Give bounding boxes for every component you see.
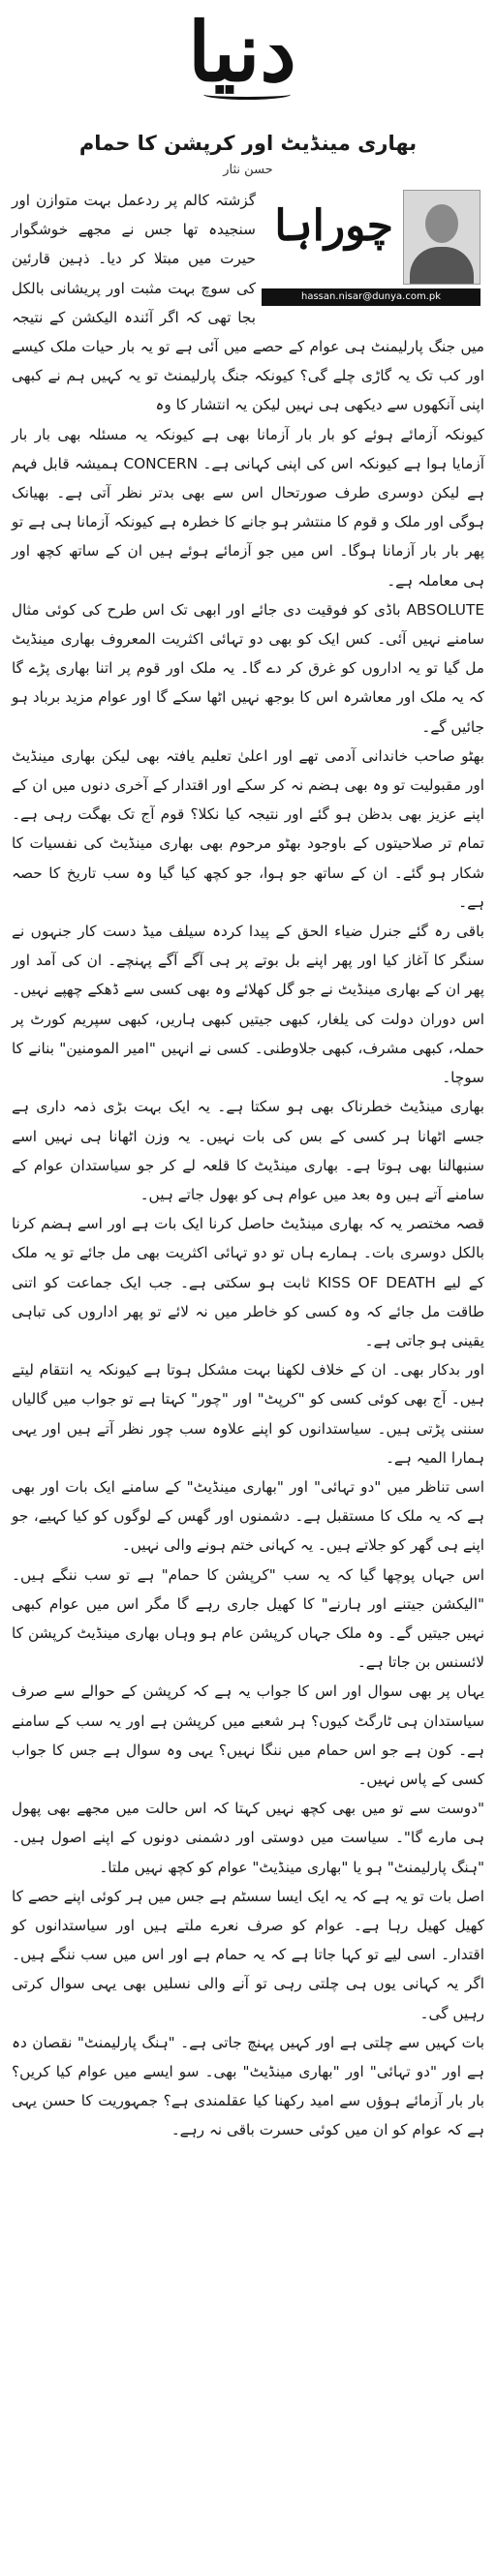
paragraph: باقی رہ گئے جنرل ضیاء الحق کے پیدا کردہ سیلف میڈ دست کار جنہوں نے سنگر کا آغاز کیا اور پھر اپنے بل بوتے پر ہی آگے آگے پہنچے۔ ان کی آمد اور پھر ان کے بھاری مینڈیٹ نے جو گل کھلائے وہ بھی کسی سے ڈھکے چھپے نہیں۔ اس دوران دولت کی یلغار، کبھی جیتیں کبھی ہاریں، کبھی سپریم کورٹ پر حملہ، کبھی مشرف، کبھی جلاوطنی۔ کسی نے انہیں "امیر المومنین" بنانے کا سوچا۔ — [12, 923, 484, 1087]
column-name: چوراہا — [274, 201, 393, 251]
masthead-logo: دنیا — [188, 4, 296, 100]
paragraph: بھاری مینڈیٹ خطرناک بھی ہو سکتا ہے۔ یہ ایک بہت بڑی ذمہ داری ہے جسے اٹھانا ہر کسی کے بس کی بات نہیں۔ یہ وزن اٹھانا ہی نہیں اسے سنبھالنا بھی ہوتا ہے۔ بھاری مینڈیٹ کا قلعہ لے کر جو سیاستدان عوام کے سامنے آتے ہیں وہ بعد میں عوام ہی کو بھول جاتے ہیں۔ — [12, 1098, 484, 1203]
paragraph: کیونکہ آزمائے ہوئے کو بار بار آزمانا بھی ہے کیونکہ یہ مسئلہ بھی بار بار آزمایا ہوا ہے کیونکہ اس کی اپنی کہانی ہے۔ CONCERN ہمیشہ قابل فہم ہے لیکن دوسری طرف صورتحال اس سے بھی بدتر نظر آتی ہے۔ بھیانک ہوگی اور ملک و قوم کا منتشر ہو جانے کا خطرہ ہے کیونکہ آزمانا ہی ہے تو پھر بار بار آزمانا ہوگا۔ اس میں جو آزمائے ہوئے ہیں ان کے ساتھ کچھ اور ہی معاملہ ہے۔ — [12, 425, 484, 590]
paragraph: ABSOLUTE باڈی کو فوقیت دی جائے اور ابھی تک اس طرح کی کوئی مثال سامنے نہیں آئی۔ کس ایک کو بھی دو تہائی اکثریت المعروف بھاری مینڈیٹ مل گیا تو یہ اداروں کو غرق کر دے گا۔ یہ ملک اور قوم پر اتنا بھاری پڑے گا کہ یہ ملک اور معاشرہ اس کا بوجھ نہیں اٹھا سکے گا اور عوام مزید برباد ہو جائیں گے۔ — [12, 600, 484, 736]
paragraph: بھٹو صاحب خاندانی آدمی تھے اور اعلیٰ تعلیم یافتہ بھی لیکن بھاری مینڈیٹ اور مقبولیت تو وہ بھی ہضم نہ کر سکے اور اقتدار کے آخری دنوں میں ان کے اپنے عزیز بھی بدظن ہو گئے اور نتیجہ کیا نکلا؟ قوم آج تک بھگت رہی ہے۔ تمام تر صلاحیتوں کے باوجود بھٹو مرحوم بھی بھاری مینڈیٹ کی نفسیات کا شکار ہو گئے۔ ان کے ساتھ جو ہوا، جو کچھ کیا گیا وہ سب تاریخ کا حصہ ہے۔ — [12, 746, 484, 911]
paragraph: اس جہاں پوچھا گیا کہ یہ سب "کرپشن کا حمام" ہے تو سب ننگے ہیں۔ "الیکشن جیتنے اور ہارنے" کا کھیل جاری رہے گا مگر اس میں عوام کبھی نہیں جیتیں گے۔ وہ ملک جہاں کرپشن عام ہو وہاں بھاری مینڈیٹ کرپشن کا لائسنس بن جاتا ہے۔ — [12, 1565, 484, 1672]
paragraph: گزشتہ کالم پر ردعمل بہت متوازن اور سنجیدہ تھا جس نے مجھے خوشگوار حیرت میں مبتلا کر دیا۔ ذہین قارئین کی سوچ بہت مثبت اور پریشانی بالکل بجا تھی کہ اگر آئندہ الیکشن کے نتیجہ میں جنگ پارلیمنٹ ہی عوام کے حصے میں آئی ہے تو یہ بار حیات ملک کیسے اور کب تک یہ گاڑی چلے گی؟ کیونکہ جنگ پارلیمنٹ تو یہ کہیں ہم نے کبھی اپنی آنکھوں سے دیکھی ہی نہیں لیکن یہ انتشار کا وہ — [12, 192, 484, 414]
masthead-swoosh — [203, 89, 291, 100]
newspaper-masthead — [170, 6, 326, 126]
paragraph: اسی تناظر میں "دو تہائی" اور "بھاری مینڈیٹ" کے سامنے ایک بات اور بھی ہے کہ یہ ملک کا مستقبل ہے۔ دشمنوں اور گھس کے لوگوں کو کیا کہیے، جو اپنے ہی گھر کو جلاتے ہیں۔ یہ کہانی ختم ہونے والی نہیں۔ — [12, 1477, 484, 1555]
article-byline: حسن نثار — [223, 163, 273, 177]
paragraph: یہاں پر بھی سوال اور اس کا جواب یہ ہے کہ کرپشن کے حوالے سے صرف سیاستدان ہی ٹارگٹ کیوں؟ ہر شعبے میں کرپشن ہے اور یہ سب کے سامنے ہے۔ کون ہے جو اس حمام میں ننگا نہیں؟ یہی وہ سوال ہے جس کا جواب کسی کے پاس نہیں۔ — [12, 1682, 484, 1788]
author-email[interactable]: hassan.nisar@dunya.com.pk — [262, 288, 480, 306]
article-headline: بھاری مینڈیٹ اور کرپشن کا حمام — [78, 132, 418, 155]
paragraph: اصل بات تو یہ ہے کہ یہ ایک ایسا سسٹم ہے جس میں ہر کوئی اپنے حصے کا کھیل کھیل رہا ہے۔ عوام کو صرف نعرے ملتے ہیں اور سیاستدانوں کو اقتدار۔ اسی لیے تو کہا جاتا ہے کہ یہ حمام ہے اور اس میں سب ننگے ہیں۔ اگر یہ کہانی یوں ہی چلتی رہی تو آنے والی نسلیں بھی یہی سوال کرتی رہیں گی۔ — [12, 1887, 484, 2022]
paragraph: "دوست سے تو میں بھی کچھ نہیں کہتا کہ اس حالت میں مجھے بھی پھول ہی مارے گا"۔ سیاست میں دوستی اور دشمنی دونوں کے اپنے اصول ہیں۔ "ہنگ پارلیمنٹ" ہو یا "بھاری مینڈیٹ" عوام کو کچھ نہیں ملتا۔ — [12, 1800, 484, 1876]
author-box-spacer — [256, 186, 484, 319]
paragraph: اور بدکار بھی۔ ان کے خلاف لکھنا بہت مشکل ہوتا ہے کیونکہ یہ انتقام لیتے ہیں۔ آج بھی کوئی کسی کو "کرپٹ" اور "چور" کہتا ہے تو جواب میں گالیاں سننی پڑتی ہیں۔ سیاستدانوں کو اپنے علاوہ سب چور نظر آتے ہیں اور یہی ہمارا المیہ ہے۔ — [12, 1361, 484, 1467]
paragraph: قصہ مختصر یہ کہ بھاری مینڈیٹ حاصل کرنا ایک بات ہے اور اسے ہضم کرنا بالکل دوسری بات۔ ہمارے ہاں تو دو تہائی اکثریت بھی مل جائے تو یہ ملک کے لیے KISS OF DEATH ثابت ہو سکتی ہے۔ جب ایک جماعت کو اتنی طاقت مل جائے کہ وہ کسی کو خاطر میں نہ لائے تو پھر اداروں کی تباہی یقینی ہو جاتی ہے۔ — [12, 1215, 485, 1349]
article-body — [12, 186, 484, 2145]
paragraph: بات کہیں سے چلتی ہے اور کہیں پہنچ جاتی ہے۔ "ہنگ پارلیمنٹ" نقصان دہ ہے اور "دو تہائی" اور "بھاری مینڈیٹ" بھی۔ سو ایسے میں عوام کیا کریں؟ بار بار آزمائے ہوؤں سے امید رکھنا کیا عقلمندی ہے؟ جمہوریت کا حسن یہی ہے کہ عوام کو ان میں کوئی حسرت باقی نہ رہے۔ — [12, 2033, 484, 2139]
